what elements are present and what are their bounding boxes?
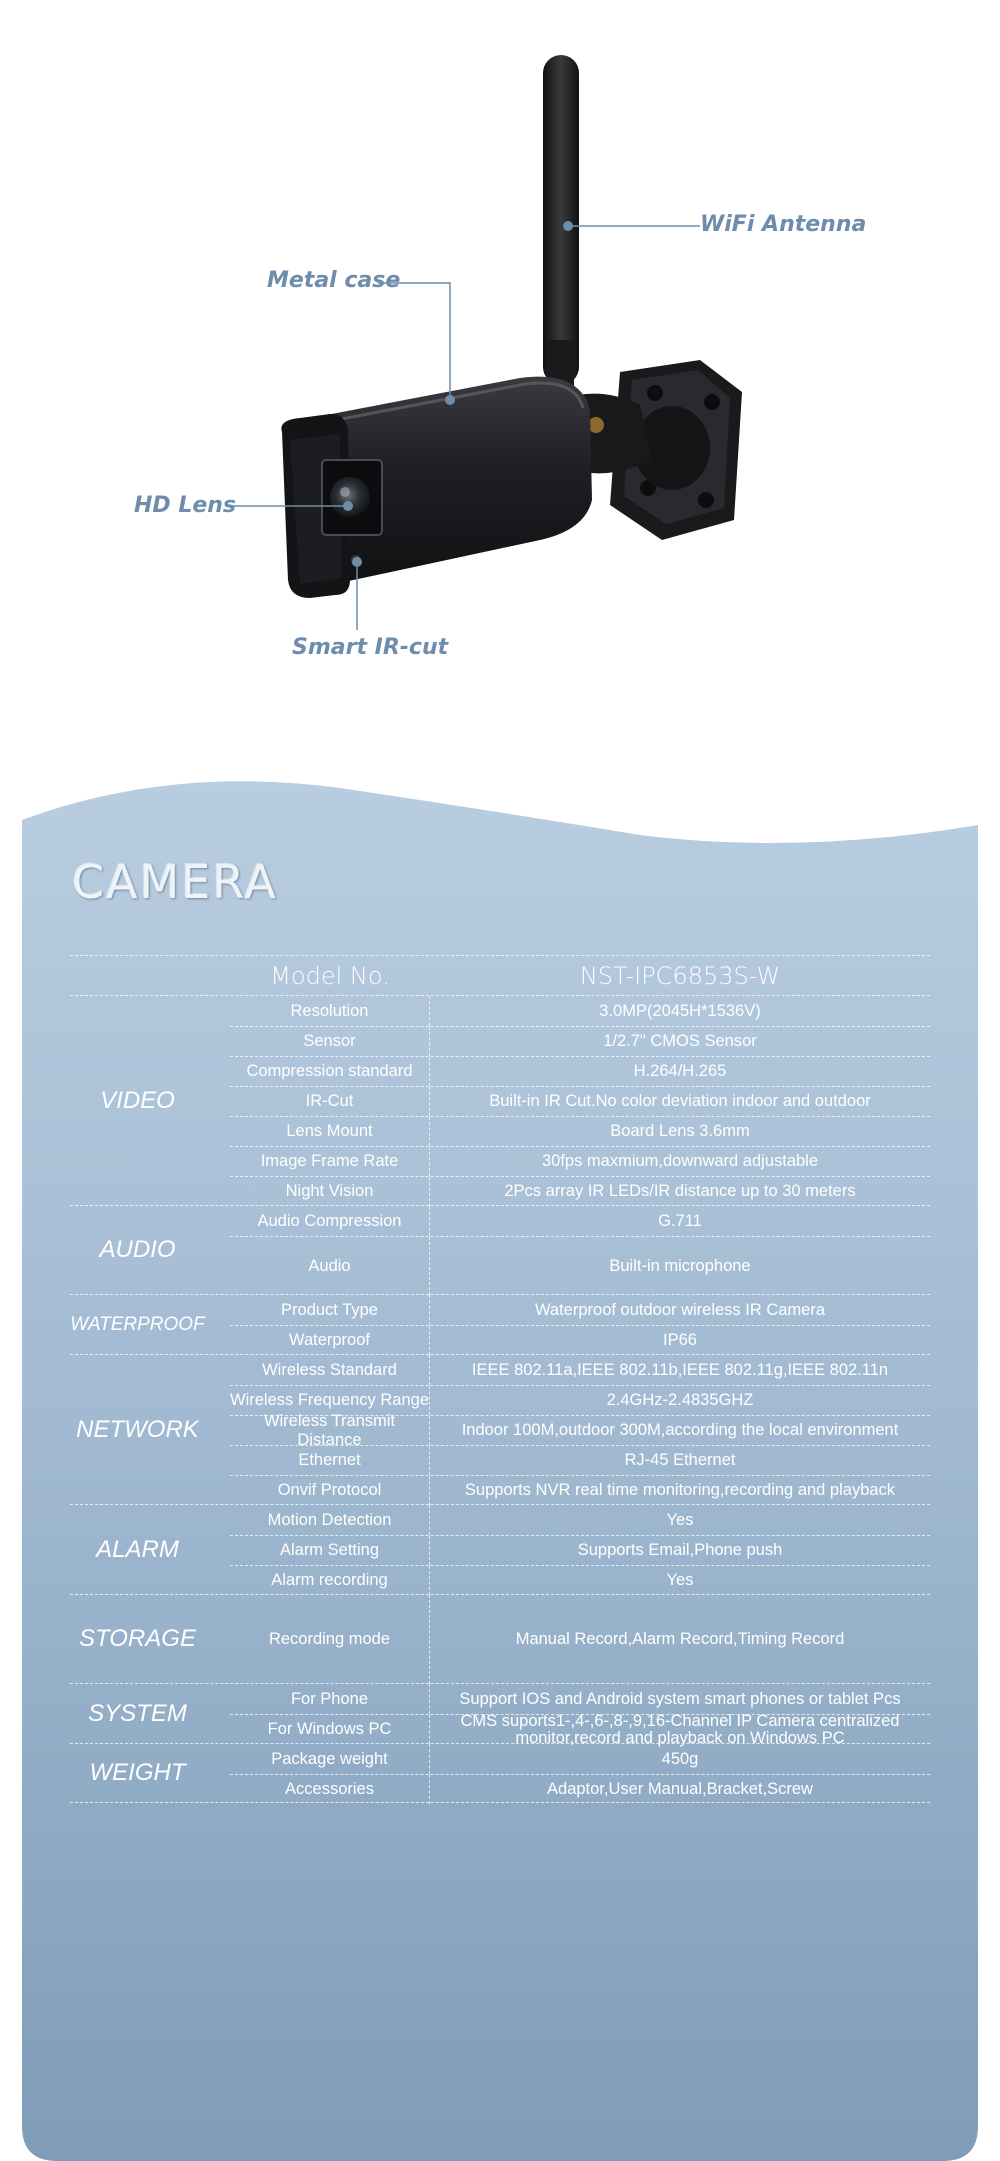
- spec-group-storage: [70, 1594, 930, 1683]
- spec-row-ir-cut: [230, 1086, 930, 1116]
- category-label: WEIGHT: [89, 1759, 186, 1786]
- spec-value: Yes: [666, 1571, 694, 1590]
- spec-label: For Phone: [230, 1684, 430, 1714]
- spec-value: IEEE 802.11a,IEEE 802.11b,IEEE 802.11g,IEEE 802.11n: [471, 1360, 889, 1379]
- category-label: NETWORK: [76, 1415, 199, 1443]
- spec-row-accessories: [230, 1774, 930, 1804]
- spec-row-motion-detection: [230, 1505, 930, 1535]
- spec-row-product-type: [230, 1295, 930, 1325]
- camera-image: [0, 0, 1000, 760]
- spec-group-video: [70, 995, 930, 1205]
- spec-row-package-weight: [230, 1744, 930, 1774]
- category-label: ALARM: [96, 1535, 179, 1563]
- category-label: SYSTEM: [88, 1699, 187, 1727]
- spec-value: RJ-45 Ethernet: [624, 1451, 736, 1470]
- callout-metal-case: Metal case: [267, 268, 401, 293]
- spec-row-sensor: [230, 1026, 930, 1056]
- spec-row-alarm-setting: [230, 1535, 930, 1565]
- spec-value: Waterproof outdoor wireless IR Camera: [534, 1300, 826, 1319]
- spec-label: Image Frame Rate: [230, 1147, 430, 1176]
- spec-row-recording-mode: [230, 1595, 930, 1684]
- spec-value: 3.0MP(2045H*1536V): [599, 1001, 761, 1020]
- spec-value: 2Pcs array IR LEDs/IR distance up to 30 meters: [504, 1182, 856, 1201]
- spec-value: Indoor 100M,outdoor 300M,according the local environment: [461, 1421, 899, 1440]
- spec-value: H.264/H.265: [633, 1062, 727, 1081]
- category-label: STORAGE: [79, 1625, 196, 1652]
- callout-hd-lens: HD Lens: [134, 493, 237, 518]
- header-model-value: NST-IPC6853S-W: [579, 961, 781, 990]
- spec-label: Waterproof: [230, 1326, 430, 1355]
- ir-cut-dot: [352, 557, 362, 567]
- spec-row-for-windows-pc: [230, 1712, 930, 1747]
- hd-lens-dot: [343, 501, 353, 511]
- category-label: VIDEO: [100, 1086, 175, 1114]
- spec-value: Built-in IR Cut.No color deviation indoor and outdoor: [489, 1092, 871, 1111]
- spec-group-alarm: [70, 1504, 930, 1594]
- spec-value: 30fps maxmium,downward adjustable: [541, 1152, 819, 1171]
- spec-row-wireless-frequency-range: [230, 1385, 930, 1415]
- spec-row-audio-compression: [230, 1206, 930, 1236]
- spec-label: Recording mode: [230, 1595, 430, 1684]
- spec-value: 1/2.7" CMOS Sensor: [603, 1032, 757, 1051]
- metal-case-dot: [445, 395, 455, 405]
- header-model-label: Model No.: [270, 961, 390, 990]
- spec-row-wireless-standard: [230, 1355, 930, 1385]
- spec-row-alarm-recording: [230, 1565, 930, 1595]
- spec-value: Built-in microphone: [609, 1256, 751, 1275]
- spec-value: Supports Email,Phone push: [577, 1541, 783, 1560]
- spec-label: Wireless Standard: [230, 1355, 430, 1385]
- spec-value: Supports NVR real time monitoring,recording and playback: [464, 1481, 896, 1500]
- spec-value: 450g: [661, 1749, 699, 1768]
- spec-row-audio: [230, 1236, 930, 1295]
- spec-label: Package weight: [230, 1744, 430, 1774]
- spec-value: Support IOS and Android system smart phones or tablet Pcs: [459, 1689, 901, 1708]
- camera-body: [281, 377, 592, 598]
- spec-label: Audio Compression: [230, 1206, 430, 1236]
- spec-group-audio: [70, 1205, 930, 1294]
- spec-group-system: [70, 1683, 930, 1747]
- callout-smart-ir-cut: Smart IR-cut: [292, 635, 449, 660]
- category-label: AUDIO: [99, 1236, 176, 1263]
- spec-value: Yes: [666, 1510, 694, 1529]
- spec-label: Resolution: [230, 996, 430, 1026]
- spec-label: Sensor: [230, 1027, 430, 1056]
- spec-value: Adaptor,User Manual,Bracket,Screw: [547, 1780, 813, 1799]
- spec-label: Accessories: [230, 1775, 430, 1804]
- spec-label: Night Vision: [230, 1177, 430, 1206]
- category-label: WATERPROOF: [70, 1313, 205, 1335]
- spec-row-onvif-protocol: [230, 1475, 930, 1505]
- spec-value: IP66: [663, 1331, 697, 1350]
- spec-title: CAMERA: [72, 855, 278, 909]
- spec-label: IR-Cut: [230, 1087, 430, 1116]
- spec-row-ethernet: [230, 1445, 930, 1475]
- spec-value: CMS suports1-,4-,6-,8-,9,16-Channel IP Camera centralized monitor,record and playback on Windows PC: [460, 1712, 900, 1747]
- spec-row-lens-mount: [230, 1116, 930, 1146]
- spec-row-night-vision: [230, 1176, 930, 1206]
- spec-label: Wireless Frequency Range: [230, 1386, 430, 1415]
- spec-row-for-phone: [230, 1684, 930, 1714]
- spec-group-network: [70, 1354, 930, 1504]
- antenna: [543, 55, 579, 400]
- spec-card: [0, 770, 1000, 2161]
- spec-row-wireless-transmit-distance: [230, 1411, 930, 1449]
- spec-label: Alarm Setting: [230, 1536, 430, 1565]
- product-illustration: [0, 0, 1000, 760]
- spec-row-resolution: [230, 996, 930, 1026]
- spec-header-row: [70, 955, 930, 995]
- spec-label: Motion Detection: [230, 1505, 430, 1535]
- spec-label: Product Type: [230, 1295, 430, 1325]
- spec-label: Wireless Transmit Distance: [230, 1416, 430, 1445]
- spec-value: Manual Record,Alarm Record,Timing Record: [515, 1630, 845, 1649]
- spec-row-waterproof: [230, 1325, 930, 1355]
- spec-group-waterproof: [70, 1294, 930, 1354]
- spec-label: Ethernet: [230, 1446, 430, 1475]
- spec-row-compression-standard: [230, 1056, 930, 1086]
- spec-label: Lens Mount: [230, 1117, 430, 1146]
- spec-label: Alarm recording: [230, 1566, 430, 1595]
- spec-label: For Windows PC: [230, 1715, 430, 1744]
- spec-label: Compression standard: [230, 1057, 430, 1086]
- spec-row-image-frame-rate: [230, 1146, 930, 1176]
- wifi-antenna-dot: [563, 221, 573, 231]
- spec-group-weight: [70, 1743, 930, 1803]
- spec-value: G.711: [658, 1211, 702, 1230]
- callout-wifi-antenna: WiFi Antenna: [700, 212, 867, 237]
- spec-value: Board Lens 3.6mm: [610, 1122, 750, 1141]
- spec-label: Onvif Protocol: [230, 1476, 430, 1505]
- spec-value: 2.4GHz-2.4835GHZ: [606, 1391, 754, 1410]
- spec-label: Audio: [230, 1237, 430, 1295]
